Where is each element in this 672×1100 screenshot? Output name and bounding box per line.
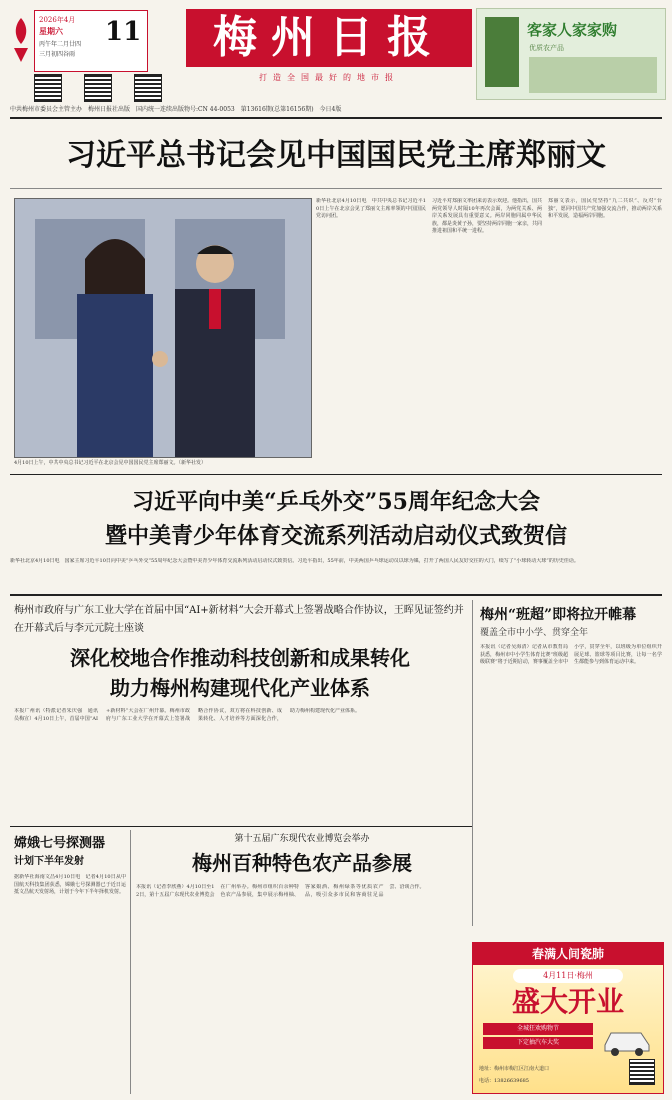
qr-code-icon[interactable]: [134, 74, 162, 102]
divider: [472, 600, 473, 926]
qr-code-icon[interactable]: [629, 1059, 655, 1085]
lunar-date: 丙午年二月廿四: [39, 41, 82, 48]
photo-caption: 4月10日上午，中共中央总书记习近平在北京会见中国国民党主席郑丽文。（新华社发）: [14, 460, 207, 466]
second-headline-line2[interactable]: 暨中美青少年体育交流系列活动启动仪式致贺信: [104, 523, 567, 549]
banzhuan-subhead: 覆盖全市中小学、贯穿全年: [480, 628, 589, 638]
ad-line2: 下定抽汽车大奖: [483, 1037, 593, 1049]
second-body: 新华社北京4月10日电 国家主席习近平10日向中美“乒乓外交”55周年纪念大会暨中美青少年体育交流系列活动启动仪式致贺信。习近平指出，55年前，中美两国乒乓球运动员以球为媒，打开了两国人民友好交往的大门，续写了“小球转动大球”的历史佳话。: [10, 558, 579, 564]
expo-headline[interactable]: 梅州百种特色农产品参展: [192, 851, 412, 875]
product-box-image: [485, 17, 519, 87]
day-number: 11: [105, 17, 142, 47]
date-box: [34, 10, 148, 72]
lead-body-col1: 新华社北京4月10日电 中共中央总书记习近平10日上午在北京会见了郑丽文主席率领的中国国民党访问团。: [316, 198, 426, 220]
third-headline-line1[interactable]: 深化校地合作推动科技创新和成果转化: [70, 646, 410, 670]
third-kicker: 梅州市政府与广东工业大学在首届中国“AI+新材料”大会开幕式上签署战略合作协议，王晖见证签约并在开幕式后与李元元院士座谈: [14, 605, 464, 634]
newspaper-emblem-icon: [10, 14, 32, 66]
lead-headline[interactable]: 习近平总书记会见中国国民党主席郑丽文: [66, 138, 606, 173]
bottom-advertisement[interactable]: [472, 942, 664, 1094]
divider: [10, 117, 662, 119]
ad-address: 地址：梅州市梅江区江南大道口: [479, 1066, 550, 1072]
ad-phone: 电话：13826639685: [479, 1078, 529, 1084]
divider: [10, 826, 472, 827]
change7-headline[interactable]: 嫦娥七号探测器: [14, 836, 106, 851]
divider: [10, 594, 662, 596]
qr-code-icon[interactable]: [34, 74, 62, 102]
ad-photo: [529, 57, 657, 93]
slogan: 打造全国最好的地市报: [259, 73, 399, 82]
publication-info: 中共梅州市委员会主管主办 梅州日报社出版 国内统一连续出版物号:CN 44-0053 第13616期(总第16156期) 今日4版: [10, 106, 342, 113]
qr-code-icon[interactable]: [84, 74, 112, 102]
lead-photo[interactable]: [14, 198, 312, 458]
third-headline-line2[interactable]: 助力梅州构建现代化产业体系: [110, 676, 370, 700]
date-year-month: 2026年4月: [39, 16, 76, 24]
car-icon: [599, 1023, 655, 1057]
ad-title: 客家人家家购: [527, 21, 618, 39]
solar-term: 三月初四谷雨: [39, 51, 76, 58]
change7-body: 据新华社海南文昌4月10日电 记者4月10日从中国航天科技集团获悉，嫦娥七号探测器已于近日运抵文昌航天发射场，计划于今年下半年择机发射。: [14, 874, 126, 896]
divider: [10, 474, 662, 475]
banzhuan-headline[interactable]: 梅州“班超”即将拉开帷幕: [480, 607, 637, 623]
ad-headline: 盛大开业: [511, 985, 624, 1018]
ad-date: 4月11日·梅州: [513, 969, 623, 983]
lead-body-col2: 习近平对郑丽文率团来访表示欢迎。他指出，国共两党领导人时隔10年再次会面，为两党关系、两岸关系发展具有重要意义。两岸同胞同属中华民族，都是炎黄子孙，要坚持两岸同胞一家亲，共同推进祖国和平统一进程。: [432, 198, 542, 235]
second-headline-line1[interactable]: 习近平向中美“乒乓外交”55周年纪念大会: [132, 489, 540, 515]
weekday: 星期六: [39, 26, 63, 36]
ad-brand: 春满人间瓷肺: [473, 943, 663, 965]
banzhuan-body: 本报讯（记者吴海清）记者从市教育局获悉，梅州市中小学生体育比赛“班级超级联赛”将于近期启动，赛事覆盖全市中小学，贯穿全年，以班级为单位组织开展足球、篮球等项目比赛，让每一名学生都能参与到体育运动中来。: [480, 644, 662, 666]
expo-kicker: 第十五届广东现代农业博览会举办: [234, 834, 370, 844]
lead-body-col3: 郑丽文表示，国民党坚持“九二共识”、反对“台独”，愿同中国共产党加强交流合作，推动两岸关系和平发展，造福两岸同胞。: [548, 198, 662, 220]
expo-body: 本报讯（记者李欣燕）4月10日至12日，第十五届广东现代农业博览会在广州举办。梅州市组织百余种特色农产品参展，集中展示梅州柚、客家娘酒、梅州绿茶等优质农产品，吸引众多市民和客商驻足品尝、洽谈合作。: [136, 884, 425, 898]
divider: [10, 188, 662, 189]
third-body: 本报广州讯（特派记者朱庆强 通讯员梅宣）4月10日上午，首届中国“AI+新材料”大会在广州开幕。梅州市政府与广东工业大学在开幕式上签署战略合作协议，双方将在科技创新、成果转化、人才培养等方面深化合作，助力梅州构建现代化产业体系。: [14, 708, 361, 722]
change7-subhead: 计划下半年发射: [14, 856, 84, 867]
divider: [130, 830, 131, 1094]
ad-subtitle: 优质农产品: [529, 44, 564, 52]
ad-line1: 全城狂欢购物节: [483, 1023, 593, 1035]
newspaper-title: 梅州日报: [186, 9, 472, 67]
top-advertisement[interactable]: [476, 8, 666, 100]
